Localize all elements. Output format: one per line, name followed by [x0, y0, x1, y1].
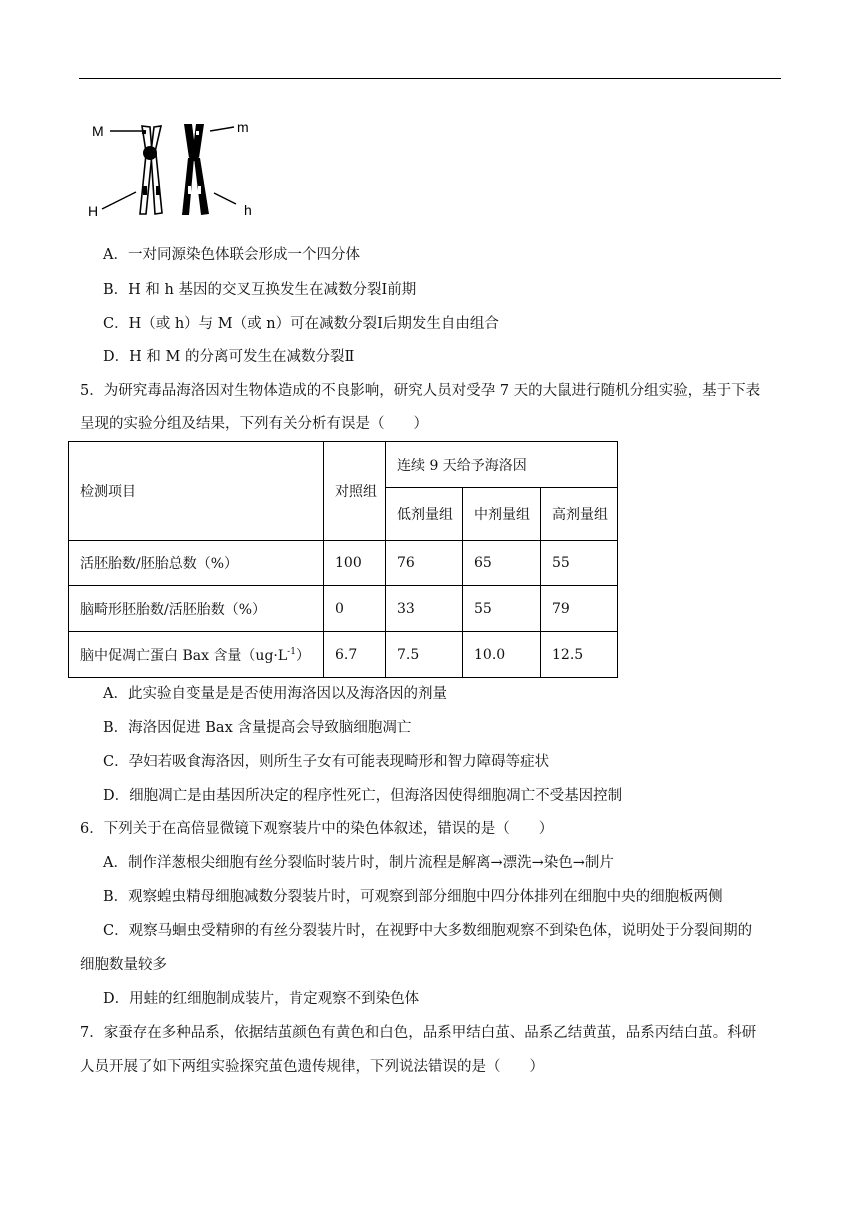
header-low-dose: 低剂量组 [386, 488, 463, 541]
right-chromosome [182, 124, 209, 215]
header-control: 对照组 [324, 442, 386, 541]
row-control: 0 [324, 586, 386, 632]
label-h: h [244, 202, 252, 218]
row-low: 33 [386, 586, 463, 632]
row-high: 79 [541, 586, 618, 632]
header-item: 检测项目 [69, 442, 324, 541]
row-low: 7.5 [386, 632, 463, 678]
q6-option-d: D．用蛙的红细胞制成装片，肯定观察不到染色体 [103, 991, 420, 1007]
chromosome-figure [88, 118, 278, 224]
header-mid-dose: 中剂量组 [463, 488, 541, 541]
q5-stem-line2: 呈现的实验分组及结果，下列有关分析有误是（ ） [80, 416, 428, 432]
q5-stem-line1: 5．为研究毒品海洛因对生物体造成的不良影响，研究人员对受孕 7 天的大鼠进行随机分组实验，基于下表 [80, 383, 761, 399]
row-mid: 65 [463, 541, 541, 586]
header-rule [79, 78, 781, 79]
q6-option-c-cont: 细胞数量较多 [80, 957, 167, 973]
q6-option-c: C．观察马蛔虫受精卵的有丝分裂装片时，在视野中大多数细胞观察不到染色体，说明处于分裂间期的 [103, 923, 753, 939]
row-high: 12.5 [541, 632, 618, 678]
label-M: M [92, 123, 104, 139]
table-row [69, 586, 618, 632]
q5-option-d: D．细胞凋亡是由基因所决定的程序性死亡，但海洛因使得细胞凋亡不受基因控制 [103, 788, 623, 804]
left-chromosome [140, 126, 162, 214]
row-low: 76 [386, 541, 463, 586]
q7-stem-line2: 人员开展了如下两组实验探究茧色遗传规律，下列说法错误的是（ ） [80, 1059, 544, 1075]
q5-option-b: B．海洛因促进 Bax 含量提高会导致脑细胞凋亡 [103, 720, 412, 736]
row-item: 脑中促凋亡蛋白 Bax 含量$(ug\cdot L^{-1})$ [69, 632, 324, 678]
q4-option-a: A．一对同源染色体联会形成一个四分体 [103, 247, 360, 263]
q4-option-d: D．H 和 M 的分离可发生在减数分裂Ⅱ [103, 349, 355, 365]
row-control: 100 [324, 541, 386, 586]
label-H: H [88, 203, 99, 219]
table-row [69, 541, 618, 586]
q4-option-b: B．H 和 h 基因的交叉互换发生在减数分裂Ⅰ前期 [103, 282, 417, 298]
q5-option-c: C．孕妇若吸食海洛因，则所生子女有可能表现畸形和智力障碍等症状 [103, 754, 550, 770]
row-control: 6.7 [324, 632, 386, 678]
header-high-dose: 高剂量组 [541, 488, 618, 541]
q4-option-c: C．H（或 h）与 M（或 n）可在减数分裂Ⅰ后期发生自由组合 [103, 316, 499, 332]
table-row [69, 632, 618, 678]
left-centromere [143, 146, 157, 160]
row-item: 活胚胎数/胚胎总数（%） [69, 541, 324, 586]
row-high: 55 [541, 541, 618, 586]
q6-stem: 6．下列关于在高倍显微镜下观察装片中的染色体叙述，错误的是（ ） [80, 821, 554, 837]
row-mid: 10.0 [463, 632, 541, 678]
header-heroin-group: 连续 9 天给予海洛因 [386, 442, 618, 488]
q5-option-a: A．此实验自变量是是否使用海洛因以及海洛因的剂量 [103, 686, 447, 702]
row-mid: 55 [463, 586, 541, 632]
q6-option-b: B．观察蝗虫精母细胞减数分裂装片时，可观察到部分细胞中四分体排列在细胞中央的细胞板两侧 [103, 889, 723, 905]
q5-results-table [68, 441, 618, 678]
q7-stem-line1: 7．家蚕存在多种品系，依据结茧颜色有黄色和白色，品系甲结白茧、品系乙结黄茧，品系丙结白茧。科研 [80, 1025, 757, 1041]
row-item: 脑畸形胚胎数/活胚胎数（%） [69, 586, 324, 632]
q6-option-a: A．制作洋葱根尖细胞有丝分裂临时装片时，制片流程是解离→漂洗→染色→制片 [103, 855, 614, 871]
label-m: m [237, 119, 249, 135]
